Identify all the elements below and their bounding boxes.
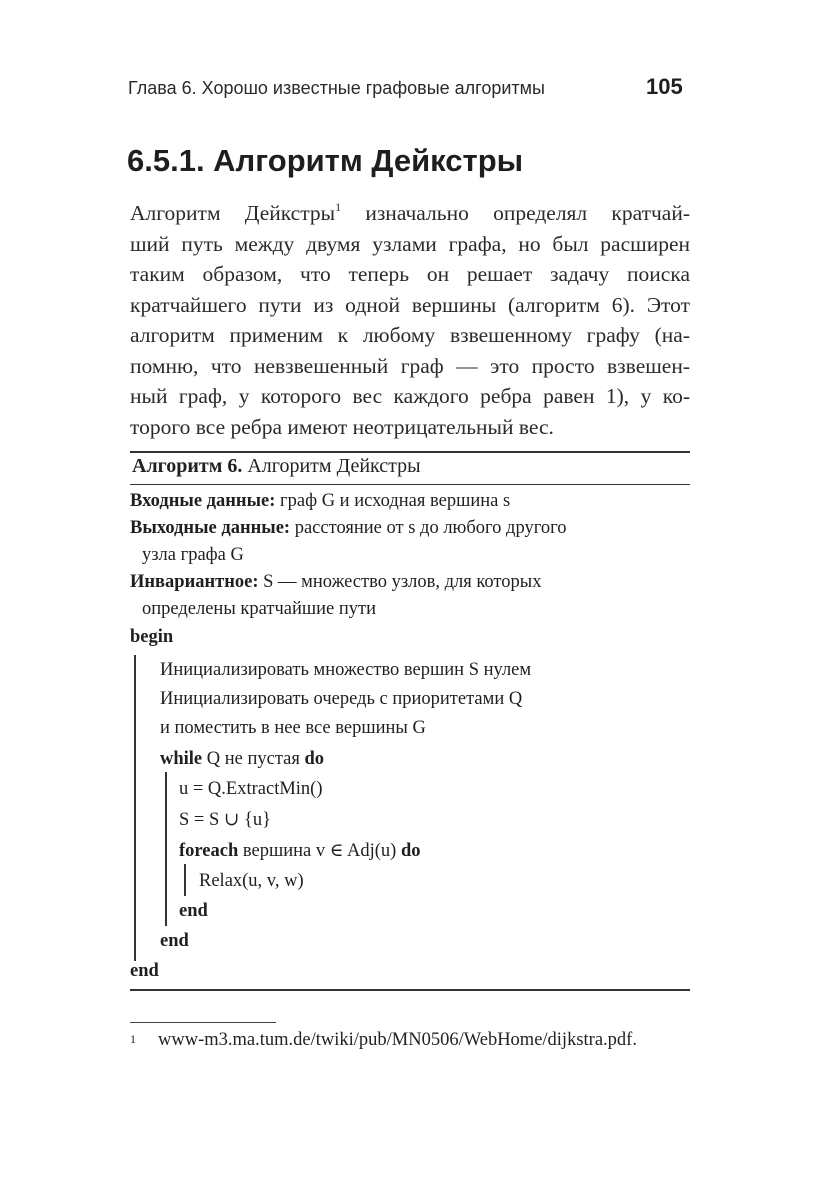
output-text: расстояние от s до любого другого [290, 518, 567, 538]
paragraph-line: торого все ребра имеют неотрицательный вес. [130, 414, 554, 439]
input-label: Входные данные: [130, 491, 276, 511]
algorithm-top-rule [130, 451, 690, 453]
algorithm-step-init-queue: Инициализировать очередь с приоритетами Q [160, 689, 523, 709]
paragraph-line: помню, что невзвешенный граф — это просто взвешен- [130, 353, 690, 378]
algorithm-name: Алгоритм Дейкстры [242, 455, 421, 477]
algorithm-input-line [130, 491, 510, 512]
input-text: граф G и исходная вершина s [275, 491, 511, 511]
algorithm-step-relax: Relax(u, v, w) [199, 871, 304, 891]
footnote-mark: 1 [130, 1032, 136, 1046]
algorithm-title [132, 455, 421, 478]
invariant-label: Инвариантное: [130, 572, 259, 592]
output-label: Выходные данные: [130, 518, 291, 538]
algorithm-while-line [160, 749, 324, 770]
algorithm-step-init-set: Инициализировать множество вершин S нулем [160, 660, 532, 680]
algorithm-step-init-queue-continuation: и поместить в нее все вершины G [160, 718, 426, 738]
keyword-do: do [400, 841, 421, 861]
algorithm-number: Алгоритм 6. [132, 455, 243, 477]
keyword-do: do [304, 749, 325, 769]
footnote-text: www-m3.ma.tum.de/twiki/pub/MN0506/WebHome/dijkstra.pdf. [158, 1030, 637, 1050]
paragraph-text: Алгоритм Дейкстры [130, 201, 336, 225]
page-number: 105 [646, 74, 683, 99]
footnote-reference: 1 [335, 200, 342, 214]
paragraph-line: таким образом, что теперь он решает задачу поиска [130, 262, 690, 286]
paragraph-line: алгоритм применим к любому взвешенному графу (на- [130, 323, 690, 347]
algorithm-invariant-line [130, 572, 541, 593]
running-header-title: Глава 6. Хорошо известные графовые алгоритмы [128, 78, 545, 98]
footnote-rule [130, 1022, 276, 1023]
keyword-end-foreach: end [179, 901, 208, 921]
algorithm-step-extract-min: u = Q.ExtractMin() [179, 779, 323, 799]
section-heading: 6.5.1. Алгоритм Дейкстры [127, 143, 524, 178]
foreach-condition: вершина v ∈ Adj(u) [238, 841, 401, 861]
algorithm-foreach-line [179, 840, 421, 862]
keyword-end: end [130, 961, 159, 981]
foreach-block-bar [184, 864, 186, 896]
algorithm-bottom-rule [130, 989, 690, 991]
keyword-foreach: foreach [179, 841, 239, 861]
algorithm-title-rule [130, 484, 690, 485]
keyword-while: while [160, 749, 203, 769]
algorithm-output-continuation: узла графа G [142, 545, 244, 565]
keyword-end-while: end [160, 931, 189, 951]
paragraph-line [130, 198, 690, 229]
algorithm-step-union: S = S ∪ {u} [179, 810, 272, 830]
while-block-bar [165, 772, 167, 926]
keyword-begin: begin [130, 627, 174, 647]
begin-block-bar [134, 655, 136, 961]
paragraph-line: кратчайшего пути из одной вершины (алгоритм 6). Этот [130, 292, 690, 317]
algorithm-invariant-continuation: определены кратчайшие пути [142, 599, 376, 619]
paragraph-line: ший путь между двумя узлами графа, но был расширен [130, 231, 690, 256]
while-condition: Q не пустая [202, 749, 305, 769]
paragraph-text: изначально определял кратчай- [341, 201, 690, 225]
paragraph-line: ный граф, у которого вес каждого ребра равен 1), у ко- [130, 384, 690, 408]
invariant-text: S — множество узлов, для которых [258, 572, 542, 592]
algorithm-output-line [130, 518, 566, 539]
body-paragraph [130, 198, 690, 442]
